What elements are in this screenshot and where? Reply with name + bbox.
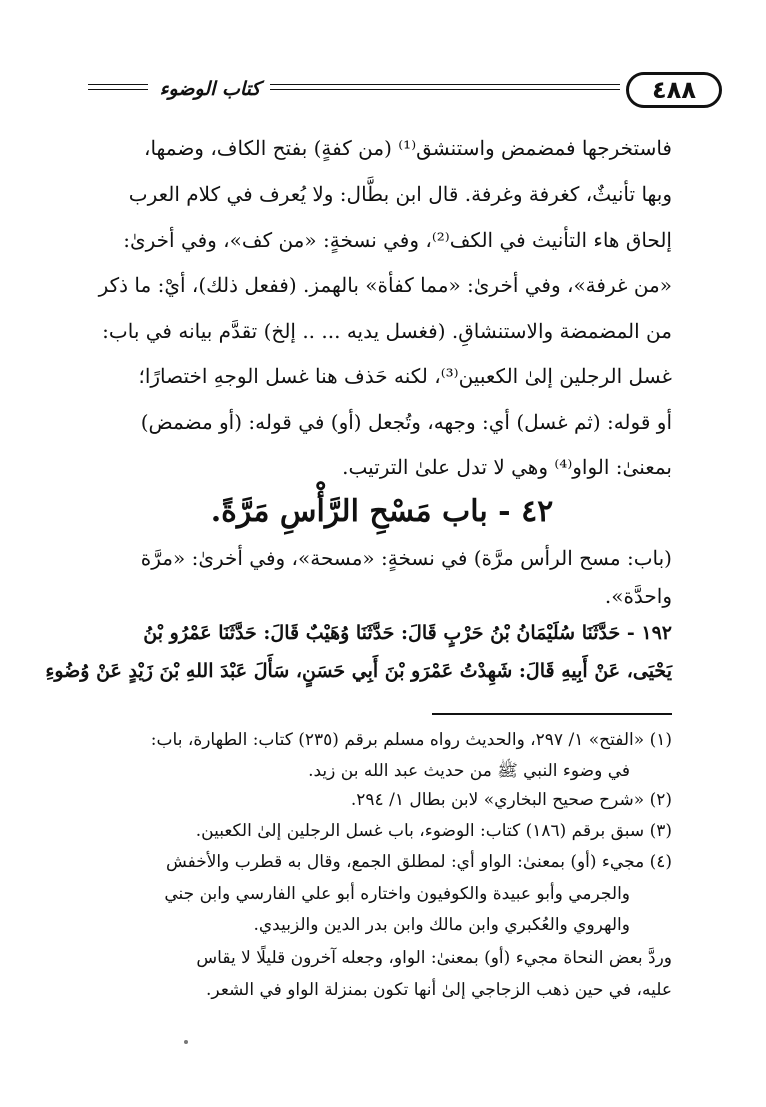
body-line: فاستخرجها فمضمض واستنشق⁽¹⁾ (من كفةٍ) بفتح الكاف، وضمها، — [143, 136, 672, 160]
page-number: ٤٨٨ — [626, 72, 722, 108]
hadith-line: ١٩٢ - حَدَّثَنَا سُلَيْمَانُ بْنُ حَرْبٍ قَالَ: حَدَّثَنَا وُهَيْبٌ قَالَ: حَدَّثَنَا عَمْرُو بْنُ — [143, 622, 672, 644]
header-rule-middle — [270, 84, 620, 94]
footnote-line: عليه، في حين ذهب الزجاجي إلىٰ أنها تكون بمنزلة الواو في الشعر. — [206, 980, 672, 1000]
header-rule-left — [88, 84, 148, 94]
footnote-line: والجرمي وأبو عبيدة والكوفيون واختاره أبو علي الفارسي وابن جني — [164, 884, 630, 904]
body-line: إلحاق هاء التأنيث في الكف⁽²⁾، وفي نسخةٍ: «من كف»، وفي أخرىٰ: — [123, 228, 672, 252]
footnote-line: وردَّ بعض النحاة مجيء (أو) بمعنىٰ: الواو، وجعله آخرون قليلًا لا يقاس — [196, 948, 672, 968]
footnote-line: (١) «الفتح» ١/ ٢٩٧، والحديث رواه مسلم برقم (٢٣٥) كتاب: الطهارة، باب: — [150, 730, 672, 750]
body-line: غسل الرجلين إلىٰ الكعبين⁽³⁾، لكنه حَذف هنا غسل الوجهِ اختصارًا؛ — [138, 364, 672, 388]
chapter-note-line: واحدَّة». — [604, 584, 672, 608]
chapter-title: ٤٢ - باب مَسْحِ الرَّأْسِ مَرَّةً. — [210, 494, 554, 529]
hadith-line: يَحْيَى، عَنْ أَبِيهِ قَالَ: شَهِدْتُ عَمْرَو بْنَ أَبِي حَسَنٍ، سَأَلَ عَبْدَ اللهِ بْنَ زَيْدٍ عَنْ وُضُوءِ — [45, 660, 672, 682]
body-line: «من غرفة»، وفي أخرىٰ: «مما كفأة» بالهمز. (ففعل ذلك)، أيْ: ما ذكر — [98, 273, 672, 297]
chapter-note-line: (باب: مسح الرأس مرَّة) في نسخةٍ: «مسحة»، وفي أخرىٰ: «مرَّة — [140, 546, 672, 570]
page-header — [88, 72, 696, 108]
footnote-line: (٢) «شرح صحيح البخاري» لابن بطال ١/ ٢٩٤. — [350, 790, 672, 810]
page-speck — [184, 1040, 188, 1044]
body-line: من المضمضة والاستنشاقِ. (فغسل يديه ... .. إلخ) تقدَّم بيانه في باب: — [102, 319, 672, 343]
footnote-line: في وضوء النبي ﷺ من حديث عبد الله بن زيد. — [308, 761, 630, 781]
footnote-line: (٣) سبق برقم (١٨٦) كتاب: الوضوء، باب غسل الرجلين إلىٰ الكعبين. — [195, 821, 672, 841]
footnote-line: والهروي والعُكبري وابن مالك وابن بدر الدين والزبيدي. — [253, 915, 630, 935]
footnote-separator — [432, 713, 672, 715]
body-line: أو قوله: (ثم غسل) أي: وجهه، وتُجعل (أو) في قوله: (أو مضمض) — [140, 410, 672, 434]
footnote-line: (٤) مجيء (أو) بمعنىٰ: الواو أي: لمطلق الجمع، وقال به قطرب والأخفش — [165, 852, 672, 872]
body-line: بمعنىٰ: الواو⁽⁴⁾ وهي لا تدل علىٰ الترتيب. — [342, 455, 672, 479]
running-title: كتاب الوضوء — [159, 78, 261, 100]
body-line: وبها تأنيثٌ، كغرفة وغرفة. قال ابن بطَّال: ولا يُعرف في كلام العرب — [128, 182, 672, 206]
